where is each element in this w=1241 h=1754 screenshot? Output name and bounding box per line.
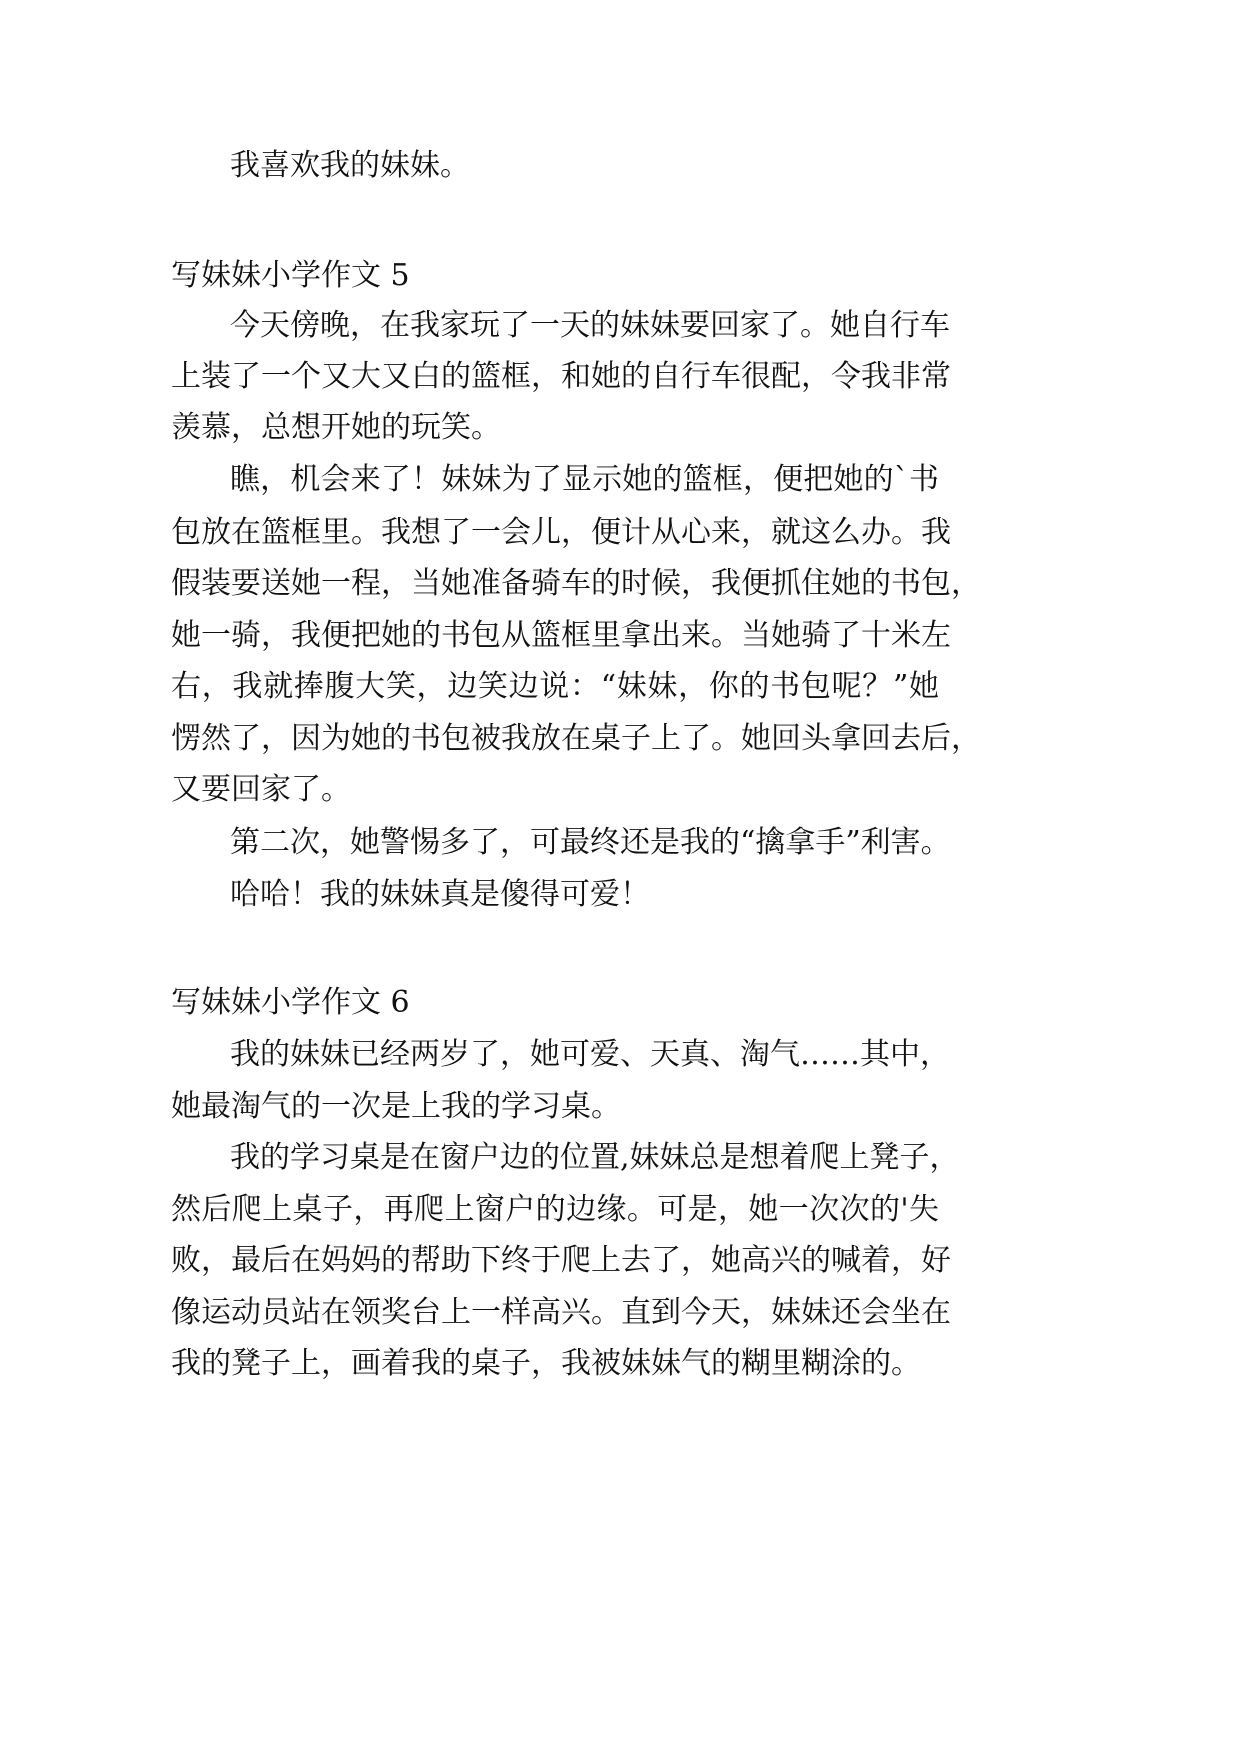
essay-5-p2-line-2: 包放在篮框里。我想了一会儿，便计从心来，就这么办。我	[171, 515, 951, 550]
essay-6-p2-line-3: 败，最后在妈妈的帮助下终于爬上去了，她高兴的喊着，好	[171, 1243, 951, 1278]
essay-5-p1-line-1: 今天傍晚，在我家玩了一天的妹妹要回家了。她自行车	[230, 308, 950, 343]
essay-6-p2-line-1: 我的学习桌是在窗户边的位置,妹妹总是想着爬上凳子，	[230, 1140, 960, 1175]
essay-5-p2-line-4: 她一骑，我便把她的书包从篮框里拿出来。当她骑了十米左	[171, 618, 951, 653]
essay-5-p1-line-3: 羡慕，总想开她的玩笑。	[171, 410, 501, 445]
essay-5-p1-line-2: 上装了一个又大又白的篮框，和她的自行车很配，令我非常	[171, 359, 951, 394]
essay-5-p2-line-6: 愣然了，因为她的书包被我放在桌子上了。她回头拿回去后，	[171, 721, 981, 756]
essay-5-p2-line-7: 又要回家了。	[171, 772, 351, 807]
essay-5-p2-line-5: 右，我就捧腹大笑，边笑边说：“妹妹，你的书包呢？”她	[171, 669, 939, 704]
essay-6-p2-line-2: 然后爬上桌子，再爬上窗户的边缘。可是，她一次次的'失	[171, 1192, 939, 1227]
essay-6-p1-line-2: 她最淘气的一次是上我的学习桌。	[171, 1089, 621, 1124]
essay-6-title: 写妹妹小学作文 6	[171, 985, 410, 1020]
essay-6-p2-line-5: 我的凳子上，画着我的桌子，我被妹妹气的糊里糊涂的。	[171, 1346, 921, 1381]
essay-5-p2-line-1: 瞧，机会来了！妹妹为了显示她的篮框，便把她的`书	[230, 462, 939, 497]
essay-6-p1-line-1: 我的妹妹已经两岁了，她可爱、天真、淘气……其中，	[230, 1037, 950, 1072]
essay-5-p2-line-3: 假装要送她一程，当她准备骑车的时候，我便抓住她的书包，	[171, 566, 981, 601]
essay-5-p4-line-1: 哈哈！我的妹妹真是傻得可爱！	[230, 877, 650, 912]
closing-line: 我喜欢我的妹妹。	[230, 148, 470, 183]
essay-5-title: 写妹妹小学作文 5	[171, 258, 410, 293]
essay-5-p3-line-1: 第二次，她警惕多了，可最终还是我的“擒拿手”利害。	[230, 825, 951, 860]
essay-6-p2-line-4: 像运动员站在领奖台上一样高兴。直到今天，妹妹还会坐在	[171, 1295, 951, 1330]
